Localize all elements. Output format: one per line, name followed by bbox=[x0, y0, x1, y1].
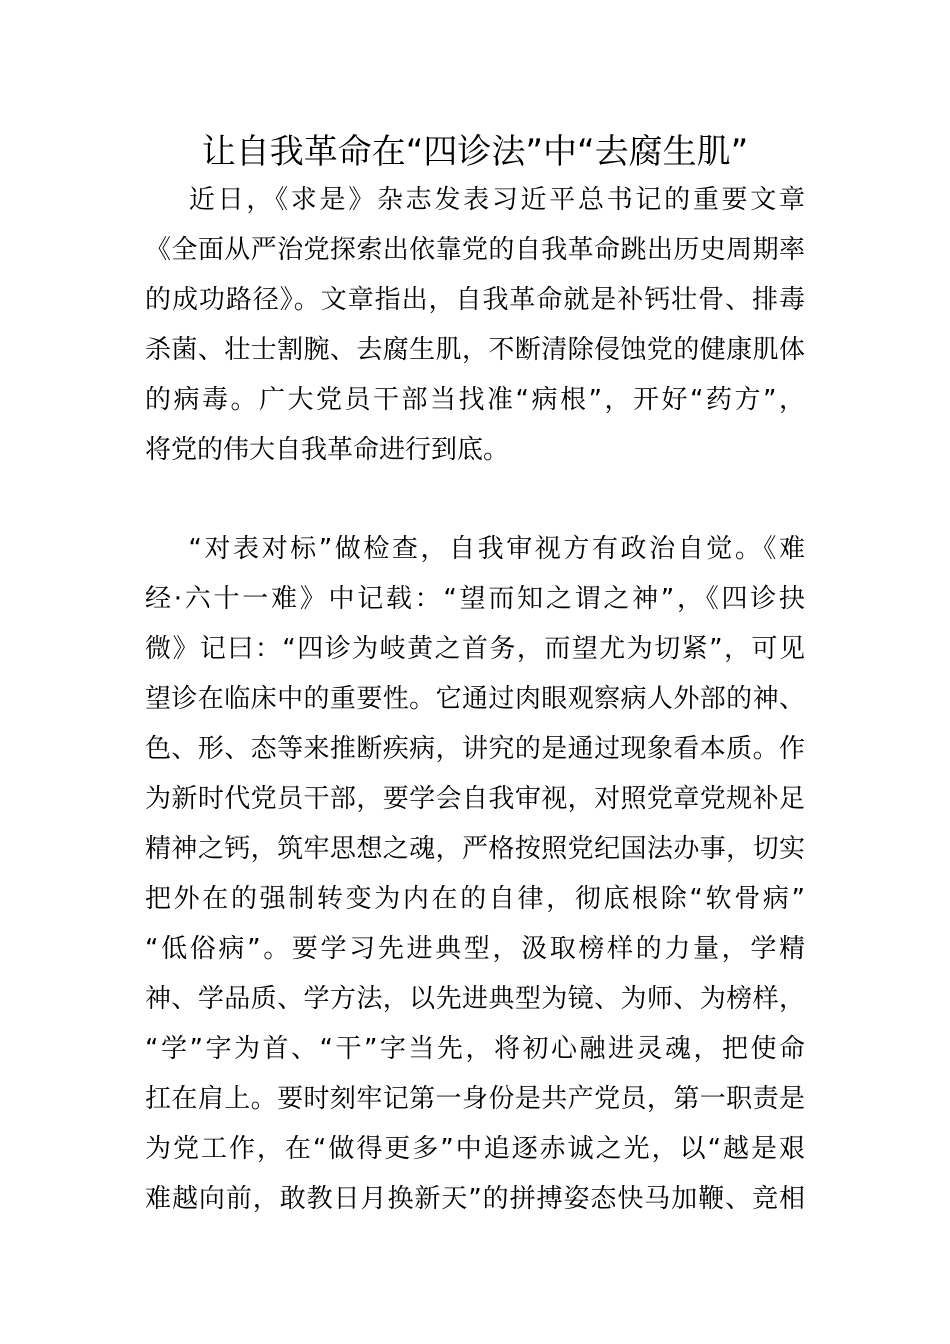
paragraph-line: 把外在的强制转变为内在的自律，彻底根除“软骨病” bbox=[145, 884, 805, 914]
paragraph-line: 的成功路径》。文章指出，自我革命就是补钙壮骨、排毒 bbox=[145, 285, 805, 315]
paragraph-line: 杀菌、壮士割腕、去腐生肌，不断清除侵蚀党的健康肌体 bbox=[145, 335, 805, 365]
paragraph-line: 难越向前，敢教日月换新天”的拼搏姿态快马加鞭、竞相 bbox=[145, 1184, 805, 1214]
paragraph-line: 精神之钙，筑牢思想之魂，严格按照党纪国法办事，切实 bbox=[145, 834, 805, 864]
paragraph-line: 望诊在临床中的重要性。它通过肉眼观察病人外部的神、 bbox=[145, 684, 805, 714]
paragraph-line: 为新时代党员干部，要学会自我审视，对照党章党规补足 bbox=[145, 784, 805, 814]
paragraph-line: 微》记曰：“四诊为岐黄之首务，而望尤为切紧”，可见 bbox=[145, 634, 805, 664]
paragraph-line: “对表对标”做检查，自我审视方有政治自觉。《难 bbox=[145, 534, 805, 564]
paragraph-line: 近日，《求是》杂志发表习近平总书记的重要文章 bbox=[145, 185, 805, 215]
paragraph-line: 将党的伟大自我革命进行到底。 bbox=[145, 435, 510, 465]
paragraph-line: 色、形、态等来推断疾病，讲究的是通过现象看本质。作 bbox=[145, 734, 805, 764]
paragraph-line: “学”字为首、“干”字当先，将初心融进灵魂，把使命 bbox=[145, 1034, 805, 1064]
paragraph-line: 经·六十一难》中记载：“望而知之谓之神”，《四诊抉 bbox=[145, 584, 805, 614]
paragraph-line: 神、学品质、学方法，以先进典型为镜、为师、为榜样， bbox=[145, 984, 805, 1014]
paragraph-line: “低俗病”。要学习先进典型，汲取榜样的力量，学精 bbox=[145, 934, 805, 964]
paragraph-line: 为党工作，在“做得更多”中追逐赤诚之光，以“越是艰 bbox=[145, 1134, 805, 1164]
paragraph-1 bbox=[145, 175, 805, 475]
paragraph-line: 的病毒。广大党员干部当找准“病根”，开好“药方”， bbox=[145, 385, 805, 415]
document-title: 让自我革命在“四诊法”中“去腐生肌” bbox=[201, 132, 749, 172]
paragraph-line: 《全面从严治党探索出依靠党的自我革命跳出历史周期率 bbox=[145, 235, 805, 265]
paragraph-2 bbox=[145, 524, 805, 1224]
paragraph-line: 扛在肩上。要时刻牢记第一身份是共产党员，第一职责是 bbox=[145, 1084, 805, 1114]
